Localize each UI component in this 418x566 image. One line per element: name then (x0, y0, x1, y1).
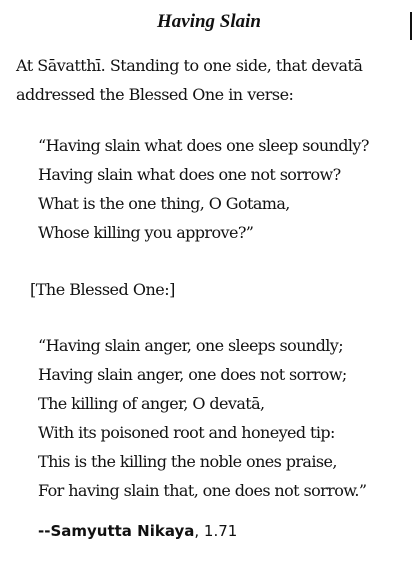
text-cursor (410, 12, 412, 40)
buddha-verse (38, 331, 418, 505)
verse-line: Having slain anger, one does not sorrow; (38, 365, 347, 384)
verse-line: This is the killing the noble ones praise, (38, 452, 337, 471)
verse-line: What is the one thing, O Gotama, (38, 194, 290, 213)
verse-line: Having slain what does one not sorrow? (38, 165, 341, 184)
verse-line: For having slain that, one does not sorrow.” (38, 481, 367, 500)
citation-source: --Samyutta Nikaya (38, 522, 195, 540)
verse-line: With its poisoned root and honeyed tip: (38, 423, 335, 442)
verse-line: Whose killing you approve?” (38, 223, 254, 242)
verse-line: “Having slain anger, one sleeps soundly; (38, 336, 343, 355)
verse-line: “Having slain what does one sleep soundly? (38, 136, 369, 155)
intro-line: At Sāvatthī. Standing to one side, that devatā (16, 56, 363, 75)
intro-paragraph (16, 51, 412, 109)
page-title: Having Slain (157, 11, 261, 32)
speaker-label: [The Blessed One:] (30, 280, 175, 299)
intro-line: addressed the Blessed One in verse: (16, 85, 294, 104)
verse-line: The killing of anger, O devatā, (38, 394, 265, 413)
citation (38, 519, 237, 543)
citation-reference: , 1.71 (194, 522, 238, 540)
devata-verse (38, 131, 418, 247)
